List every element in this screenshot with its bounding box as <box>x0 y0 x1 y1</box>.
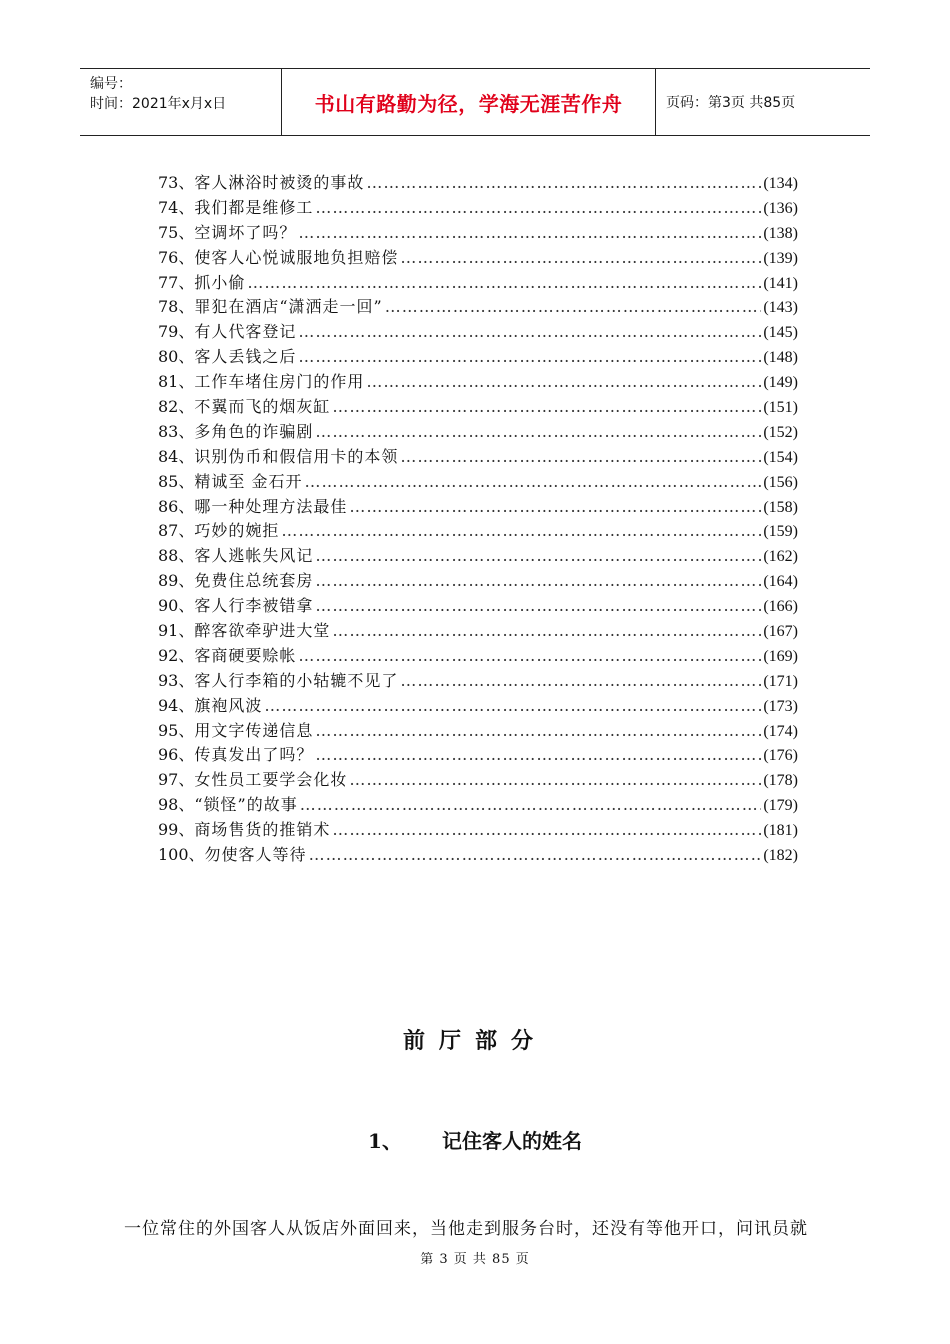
toc-leader-dots <box>264 696 761 715</box>
toc-leader-dots <box>300 795 762 814</box>
toc-entry[interactable] <box>158 444 798 469</box>
toc-leader-dots <box>298 646 761 665</box>
toc-entry-number: 92、 <box>158 645 195 665</box>
toc-entry[interactable] <box>158 270 798 295</box>
toc-leader-dots <box>385 297 762 316</box>
page-footer: 第 3 页 共 85 页 <box>420 1252 530 1267</box>
toc-entry-page: (149) <box>763 374 798 392</box>
toc-entry[interactable] <box>158 593 798 618</box>
toc-entry-number: 81、 <box>158 372 195 392</box>
toc-entry-number: 79、 <box>158 322 195 342</box>
toc-entry[interactable] <box>158 817 798 842</box>
header-date-label: 时间：2021年x月x日 <box>90 96 227 112</box>
toc-entry-title: 使客人心悦诚服地负担赔偿 <box>194 247 399 267</box>
toc-leader-dots <box>332 397 761 416</box>
toc-leader-dots <box>400 248 761 267</box>
toc-entry[interactable] <box>158 369 798 394</box>
toc-leader-dots <box>315 546 761 565</box>
toc-leader-dots <box>309 845 762 864</box>
chapter-heading <box>0 1125 950 1154</box>
toc-leader-dots <box>315 596 761 615</box>
toc-entry-title: 女性员工要学会化妆 <box>194 770 348 790</box>
toc-entry-page: (166) <box>763 598 798 616</box>
toc-entry-page: (139) <box>763 249 798 267</box>
toc-entry-title: 旗袍风波 <box>194 695 263 715</box>
toc-entry-title: 客人淋浴时被烫的事故 <box>194 173 365 192</box>
toc-entry-title: 客人逃帐失风记 <box>194 546 314 566</box>
toc-leader-dots <box>332 621 761 640</box>
table-of-contents <box>158 170 798 867</box>
toc-entry-number: 96、 <box>158 745 195 765</box>
toc-entry-page: (174) <box>763 722 798 740</box>
toc-leader-dots <box>281 521 761 540</box>
toc-entry-number: 80、 <box>158 347 195 367</box>
toc-leader-dots <box>349 770 761 789</box>
toc-entry-page: (159) <box>763 523 798 541</box>
toc-entry[interactable] <box>158 494 798 519</box>
toc-entry-number: 82、 <box>158 397 195 417</box>
toc-entry[interactable] <box>158 543 798 568</box>
toc-entry-page: (134) <box>763 175 798 192</box>
toc-entry-number: 85、 <box>158 471 195 491</box>
toc-entry-number: 73、 <box>158 173 195 192</box>
section-title: 前厅部分 <box>402 1028 547 1054</box>
toc-leader-dots <box>304 472 761 491</box>
toc-entry-page: (169) <box>763 647 798 665</box>
toc-entry-page: (171) <box>763 672 798 690</box>
toc-entry-title: 不翼而飞的烟灰缸 <box>194 397 331 417</box>
toc-entry-title: 传真发出了吗？ <box>194 745 314 765</box>
toc-entry-number: 93、 <box>158 670 195 690</box>
toc-leader-dots <box>298 322 761 341</box>
toc-entry-page: (136) <box>763 199 798 217</box>
toc-entry[interactable] <box>158 518 798 543</box>
toc-entry-number: 78、 <box>158 297 195 317</box>
toc-entry-number: 97、 <box>158 770 195 790</box>
toc-entry[interactable] <box>158 419 798 444</box>
toc-entry-page: (182) <box>763 847 798 865</box>
toc-entry-page: (152) <box>763 423 798 441</box>
toc-leader-dots <box>298 347 761 366</box>
toc-leader-dots <box>315 745 761 764</box>
toc-entry-number: 74、 <box>158 197 195 217</box>
toc-entry[interactable] <box>158 767 798 792</box>
toc-entry-title: 客商硬要赊帐 <box>194 645 297 665</box>
toc-entry-title: 巧妙的婉拒 <box>194 521 280 541</box>
toc-entry-title: 勿使客人等待 <box>204 845 307 865</box>
toc-entry-title: 商场售货的推销术 <box>194 820 331 840</box>
toc-entry-number: 76、 <box>158 247 195 267</box>
toc-entry[interactable] <box>158 344 798 369</box>
toc-entry-number: 99、 <box>158 820 195 840</box>
toc-entry-title: 醉客欲牵驴进大堂 <box>194 621 331 641</box>
toc-entry[interactable] <box>158 568 798 593</box>
toc-entry[interactable] <box>158 170 798 195</box>
toc-entry-number: 83、 <box>158 421 195 441</box>
toc-entry-title: 有人代客登记 <box>194 322 297 342</box>
toc-leader-dots <box>315 422 761 441</box>
toc-entry[interactable] <box>158 319 798 344</box>
toc-entry-title: 工作车堵住房门的作用 <box>194 372 365 392</box>
toc-entry-page: (148) <box>763 349 798 367</box>
toc-entry-title: 我们都是维修工 <box>194 197 314 217</box>
toc-entry[interactable] <box>158 394 798 419</box>
body-paragraph: 一位常住的外国客人从饭店外面回来，当他走到服务台时，还没有等他开口，问讯员就 <box>124 1219 808 1239</box>
toc-entry[interactable] <box>158 220 798 245</box>
header-meta <box>80 69 282 135</box>
toc-entry-number: 95、 <box>158 720 195 740</box>
toc-entry-page: (178) <box>763 772 798 790</box>
toc-leader-dots <box>298 223 761 242</box>
toc-entry-number: 98、 <box>158 795 195 815</box>
chapter-title: 记住客人的姓名 <box>441 1129 582 1153</box>
toc-entry[interactable] <box>158 792 798 817</box>
header-code-label: 编号： <box>90 76 132 92</box>
toc-entry-title: 抓小偷 <box>194 272 246 292</box>
toc-entry[interactable] <box>158 693 798 718</box>
toc-entry-number: 75、 <box>158 222 195 242</box>
toc-entry-page: (176) <box>763 747 798 765</box>
header-motto: 书山有路勤为径，学海无涯苦作舟 <box>282 69 656 135</box>
toc-entry-page: (143) <box>763 299 798 317</box>
toc-entry[interactable] <box>158 294 798 319</box>
toc-entry-page: (162) <box>763 548 798 566</box>
toc-entry-page: (138) <box>763 224 798 242</box>
toc-entry-title: 客人行李被错拿 <box>194 596 314 616</box>
toc-entry[interactable] <box>158 643 798 668</box>
toc-entry-page: (167) <box>763 623 798 641</box>
toc-leader-dots <box>400 671 761 690</box>
toc-entry[interactable] <box>158 195 798 220</box>
toc-entry[interactable] <box>158 469 798 494</box>
toc-entry-title: 空调坏了吗？ <box>194 222 297 242</box>
toc-entry[interactable] <box>158 245 798 270</box>
toc-entry-title: 哪一种处理方法最佳 <box>194 496 348 516</box>
toc-leader-dots <box>332 820 761 839</box>
toc-entry-number: 84、 <box>158 446 195 466</box>
toc-leader-dots <box>400 447 761 466</box>
toc-entry-page: (173) <box>763 697 798 715</box>
toc-leader-dots <box>315 721 761 740</box>
toc-entry-number: 77、 <box>158 272 195 292</box>
toc-entry-page: (154) <box>763 448 798 466</box>
toc-entry-number: 94、 <box>158 695 195 715</box>
toc-leader-dots <box>366 372 761 391</box>
toc-entry-number: 88、 <box>158 546 195 566</box>
toc-entry-page: (145) <box>763 324 798 342</box>
toc-entry-title: 免费住总统套房 <box>194 571 314 591</box>
toc-entry-number: 89、 <box>158 571 195 591</box>
toc-entry-title: 客人丢钱之后 <box>194 347 297 367</box>
toc-entry-title: 客人行李箱的小轱辘不见了 <box>194 670 399 690</box>
toc-entry[interactable] <box>158 618 798 643</box>
toc-leader-dots <box>349 497 761 516</box>
page-header <box>80 68 870 136</box>
toc-entry-page: (158) <box>763 498 798 516</box>
toc-entry-title: “锁怪”的故事 <box>194 795 298 815</box>
toc-entry-page: (141) <box>763 274 798 292</box>
toc-entry[interactable] <box>158 668 798 693</box>
toc-entry[interactable] <box>158 742 798 767</box>
toc-entry-title: 用文字传递信息 <box>194 720 314 740</box>
toc-entry-page: (181) <box>763 822 798 840</box>
toc-entry-title: 多角色的诈骗剧 <box>194 421 314 441</box>
chapter-number: 1、 <box>368 1129 402 1153</box>
toc-leader-dots <box>315 571 761 590</box>
toc-leader-dots <box>366 173 761 192</box>
toc-leader-dots <box>247 273 761 292</box>
toc-entry-page: (156) <box>763 473 798 491</box>
toc-entry-number: 91、 <box>158 621 195 641</box>
toc-entry-number: 86、 <box>158 496 195 516</box>
toc-entry-title: 罪犯在酒店“潇洒走一回” <box>194 297 383 317</box>
toc-entry-page: (164) <box>763 573 798 591</box>
toc-entry-title: 识别伪币和假信用卡的本领 <box>194 446 399 466</box>
toc-entry[interactable] <box>158 842 798 867</box>
toc-entry-number: 87、 <box>158 521 195 541</box>
toc-entry[interactable] <box>158 718 798 743</box>
toc-entry-title: 精诚至 金石开 <box>194 471 303 491</box>
toc-entry-page: (151) <box>763 399 798 417</box>
toc-entry-page: (179) <box>763 797 798 815</box>
toc-entry-number: 90、 <box>158 596 195 616</box>
toc-leader-dots <box>315 198 761 217</box>
toc-entry-number: 100、 <box>158 845 205 865</box>
header-page-info: 页码：第3页 共85页 <box>666 95 796 111</box>
